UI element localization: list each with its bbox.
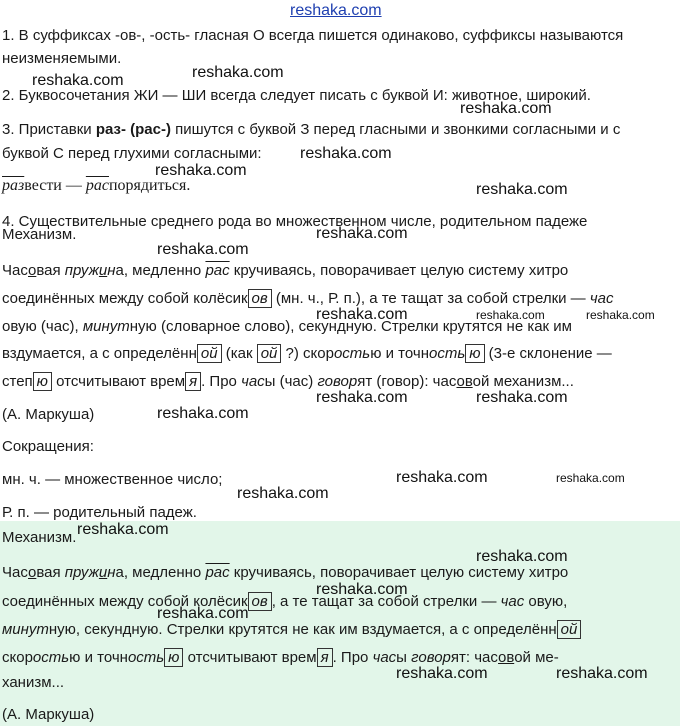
word-part: ой ме- <box>514 649 559 666</box>
text-2-line-1 <box>2 563 568 583</box>
word-part: а, медленно <box>115 262 206 279</box>
ending-box: ой <box>197 344 222 363</box>
word-part: Час <box>2 262 29 279</box>
text-1-author: (А. Маркуша) <box>2 406 95 423</box>
word-part: ы (час) <box>264 373 318 390</box>
word-part: овую (час), <box>2 318 83 335</box>
word-part: отсчитывают врем <box>51 373 186 390</box>
word-part: соединённых между собой колёсик <box>2 593 248 610</box>
watermark: reshaka.com <box>157 405 249 422</box>
word-part: отсчитывают врем <box>183 649 317 666</box>
watermark: reshaka.com <box>396 469 488 486</box>
suffix: ость <box>333 345 371 362</box>
word-part: ы <box>396 649 412 666</box>
ending-box: ю <box>465 344 484 363</box>
prefix-raz: раз <box>2 177 25 194</box>
rule-4-cut: 4. Существительные среднего рода во множественном числе, родительном падеже <box>2 213 588 230</box>
watermark: reshaka.com <box>396 665 488 682</box>
watermark: reshaka.com <box>155 162 247 179</box>
watermark: reshaka.com <box>237 485 329 502</box>
root: пруж <box>64 262 99 279</box>
watermark: reshaka.com <box>192 64 284 81</box>
watermark: reshaka.com <box>476 548 568 565</box>
word-part: ную, секундную. Стрелки крутятся не как им вздумается, а с определённ <box>48 621 557 638</box>
root: час <box>372 649 397 666</box>
watermark: reshaka.com <box>316 306 408 323</box>
watermark-top[interactable]: reshaka.com <box>290 2 382 19</box>
ending-box: я <box>317 648 333 667</box>
word-part: ят: час <box>450 649 499 666</box>
root: н <box>107 262 116 279</box>
root: пруж <box>64 564 99 581</box>
rule-3-text: 3. Приставки <box>2 121 96 138</box>
root: час <box>589 290 614 307</box>
dash: — <box>61 177 86 194</box>
word-part: вздумается, а с определённ <box>2 345 197 362</box>
word-part: . Про <box>201 373 242 390</box>
word-part: ную (словарное слово), секундную. Стрелки крутятся не как им <box>129 318 572 335</box>
word-part: (как <box>221 345 257 362</box>
watermark: reshaka.com <box>556 471 625 485</box>
suffix: ов <box>456 373 473 390</box>
ending-box: ой <box>257 344 282 363</box>
root: час <box>500 593 525 610</box>
word-part: ю и точн <box>69 649 128 666</box>
abbreviations-title: Сокращения: <box>2 438 94 455</box>
vowel: о <box>28 262 37 279</box>
root: час <box>241 373 265 390</box>
text-2-author: (А. Маркуша) <box>2 706 95 723</box>
rule-3-line-1 <box>2 120 620 140</box>
text-2-line-5: ханизм... <box>2 674 65 691</box>
suffix: ость <box>428 345 466 362</box>
suffix: ость <box>127 649 165 666</box>
watermark: reshaka.com <box>460 100 552 117</box>
suffix: ость <box>32 649 70 666</box>
word-part: (мн. ч., Р. п.), а те тащат за собой стрелки — <box>271 290 590 307</box>
root-poryaditsya: порядиться. <box>108 177 191 194</box>
rule-1-line-2: неизменяемыми. <box>2 50 122 67</box>
vowel: и <box>98 262 108 279</box>
root-vesti: вести <box>24 177 62 194</box>
word-part: скор <box>2 649 33 666</box>
word-part: овую, <box>524 593 568 610</box>
watermark: reshaka.com <box>476 389 568 406</box>
ending-box: ю <box>164 648 183 667</box>
watermark: reshaka.com <box>586 308 655 322</box>
vowel: о <box>28 564 37 581</box>
root: говор <box>317 373 358 390</box>
word-part: ят (говор): час <box>357 373 457 390</box>
ending-box: ю <box>33 372 52 391</box>
text-2-line-3 <box>2 620 581 640</box>
rule-3-line-2: буквой С перед глухими согласными: <box>2 145 262 162</box>
text-1-line-4 <box>2 344 612 364</box>
watermark: reshaka.com <box>157 605 249 622</box>
prefix: рас <box>205 262 230 279</box>
watermark: reshaka.com <box>316 389 408 406</box>
word-part: ю и точн <box>370 345 429 362</box>
abbreviation-1: мн. ч. — множественное число; <box>2 471 223 488</box>
watermark: reshaka.com <box>32 72 124 89</box>
word-part: степ <box>2 373 33 390</box>
watermark: reshaka.com <box>157 241 249 258</box>
root: говор <box>411 649 451 666</box>
word-part: . Про <box>332 649 373 666</box>
word-part: а, медленно <box>115 564 206 581</box>
rule-1-line-1: 1. В суффиксах -ов-, -ость- гласная О всегда пишется одинаково, суффиксы называются <box>2 27 624 44</box>
watermark: reshaka.com <box>316 225 408 242</box>
text-2-title: Механизм. <box>2 529 77 546</box>
word-part: вая <box>36 564 65 581</box>
watermark: reshaka.com <box>300 145 392 162</box>
text-1-title: Механизм. <box>2 226 77 243</box>
text-1-line-1 <box>2 261 568 281</box>
word-part: (3-е склонение — <box>484 345 612 362</box>
ending-box: ов <box>248 289 272 308</box>
root: н <box>107 564 116 581</box>
rule-3-text-rest: пишутся с буквой З перед гласными и звонкими согласными и с <box>170 121 621 138</box>
rule-2: 2. Буквосочетания ЖИ — ШИ всегда следует писать с буквой И: животное, широкий. <box>2 87 591 104</box>
ending-box: ой <box>557 620 582 639</box>
watermark: reshaka.com <box>77 521 169 538</box>
suffix: ов <box>498 649 515 666</box>
word-part: кручиваясь, поворачивает целую систему хитро <box>229 262 569 279</box>
ending-box: ов <box>248 592 272 611</box>
word-part: ?) скор <box>281 345 334 362</box>
prefix-ras: рас <box>85 177 109 194</box>
word-part: кручиваясь, поворачивает целую систему хитро <box>229 564 569 581</box>
rule-3-prefix: раз- (рас-) <box>95 121 171 138</box>
watermark: reshaka.com <box>476 181 568 198</box>
word-part: Час <box>2 564 29 581</box>
word-part: вая <box>36 262 65 279</box>
text-2-line-2 <box>2 592 567 612</box>
word-part: ой механизм... <box>472 373 574 390</box>
vowel: и <box>98 564 108 581</box>
prefix: рас <box>205 564 230 581</box>
abbreviation-2: Р. п. — родительный падеж. <box>2 504 197 521</box>
watermark: reshaka.com <box>316 581 408 598</box>
word-part: соединённых между собой колёсик <box>2 290 248 307</box>
ending-box: я <box>185 372 201 391</box>
watermark: reshaka.com <box>556 665 648 682</box>
root: минут <box>82 318 130 335</box>
watermark: reshaka.com <box>476 308 545 322</box>
word-part: , а те тащат за собой стрелки — <box>271 593 501 610</box>
root: минут <box>2 621 49 638</box>
